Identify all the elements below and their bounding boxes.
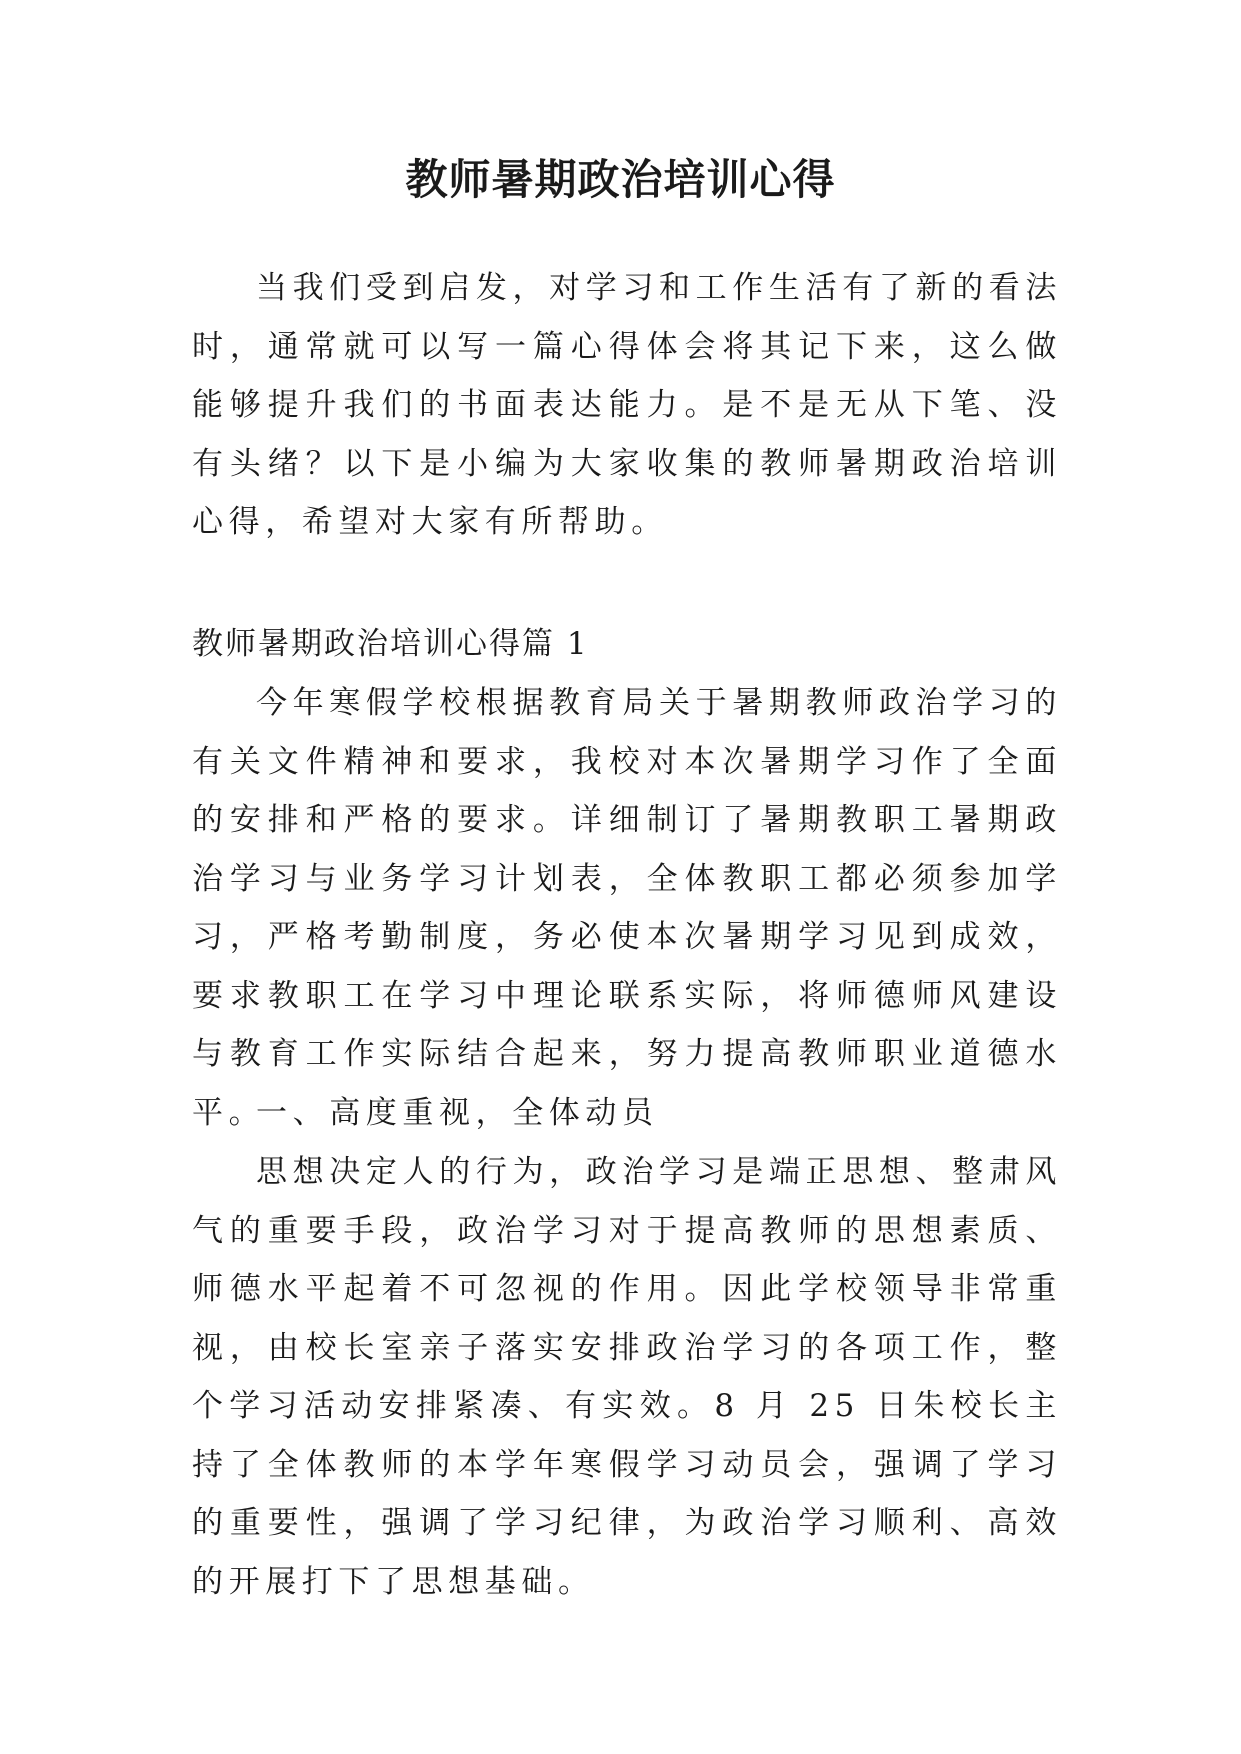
body-paragraph-2: 思想决定人的行为，政治学习是端正思想、整肃风气的重要手段，政治学习对于提高教师的思想素质、师德水平起着不可忽视的作用。因此学校领导非常重视，由校长室亲子落实安排政治学习的各项工作，整个学习活动安排紧凑、有实效。8 月 25 日朱校长主持了全体教师的本学年寒假学习动员会，强调了学习的重要性，强调了学习纪律，为政治学习顺利、高效的开展打下了思想基础。: [192, 1154, 1062, 1600]
document-title: 教师暑期政治培训心得: [405, 155, 836, 204]
sub-heading: 一、高度重视，全体动员: [256, 1095, 659, 1131]
intro-paragraph: 当我们受到启发，对学习和工作生活有了新的看法时，通常就可以写一篇心得体会将其记下来，这么做能够提升我们的书面表达能力。是不是无从下笔、没有头绪？以下是小编为大家收集的教师暑期政治培训心得，希望对大家有所帮助。: [192, 270, 1062, 540]
body-paragraph-1: 今年寒假学校根据教育局关于暑期教师政治学习的有关文件精神和要求，我校对本次暑期学习作了全面的安排和严格的要求。详细制订了暑期教职工暑期政治学习与业务学习计划表，全体教职工都必须参加学习，严格考勤制度，务必使本次暑期学习见到成效，要求教职工在学习中理论联系实际，将师德师风建设与教育工作实际结合起来，努力提高教师职业道德水平。: [192, 685, 1062, 1131]
section-heading: 教师暑期政治培训心得篇 1: [192, 626, 589, 662]
